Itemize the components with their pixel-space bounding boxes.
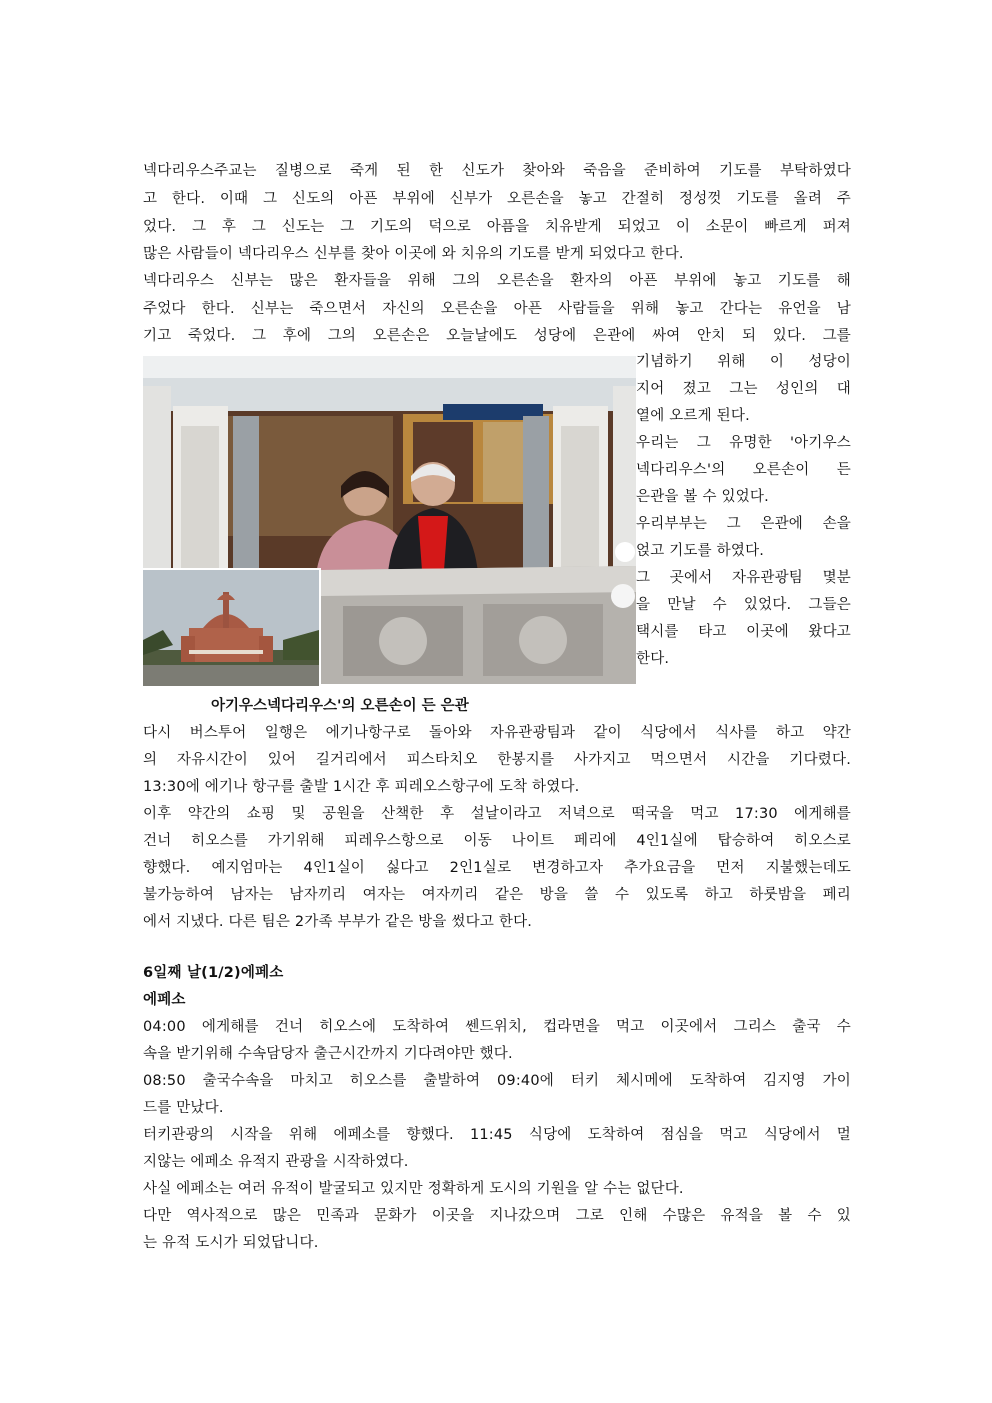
cathedral-exterior-photo-icon xyxy=(143,570,319,686)
wrap-line-9: 그 곳에서 자유관광팀 몇분 xyxy=(636,570,851,586)
p5-line-1: 04:00 에게해를 건너 히오스에 도착하여 쎈드위치, 컵라면을 먹고 이곳에서 그리스 출국 수 xyxy=(143,1019,851,1035)
p2-line-2: 주었다 한다. 신부는 죽으면서 자신의 오른손을 아픈 사람들을 위해 놓고 간다는 유언을 남 xyxy=(143,301,851,317)
p6-line-1: 08:50 출국수속을 마치고 히오스를 출발하여 09:40에 터키 체시메에 도착하여 김지영 가이 xyxy=(143,1073,851,1089)
wrap-line-10: 을 만날 수 있었다. 그들은 xyxy=(636,597,851,613)
wrap-line-5: 넥다리우스'의 오른손이 든 xyxy=(636,462,851,478)
wrap-line-6: 은관을 볼 수 있었다. xyxy=(636,489,769,505)
p8-line-1: 사실 에페소는 여러 유적이 발굴되고 있지만 정확하게 도시의 기원을 알 수는 없단다. xyxy=(143,1181,684,1197)
p6-line-2: 드를 만났다. xyxy=(143,1100,224,1116)
p7-line-2: 지않는 에페소 유적지 관광을 시작하였다. xyxy=(143,1154,409,1170)
day-heading: 6일째 날(1/2)에페소 xyxy=(143,965,284,981)
p7-line-1: 터키관광의 시작을 위해 에페소를 향했다. 11:45 식당에 도착하여 점심을 먹고 식당에서 멀 xyxy=(143,1127,851,1143)
sub-heading: 에페소 xyxy=(143,992,186,1008)
wrap-line-1: 기념하기 위해 이 성당이 xyxy=(636,354,851,370)
p5-line-2: 속을 받기위해 수속담당자 출근시간까지 기다려야만 했다. xyxy=(143,1046,513,1062)
p4-line-5: 에서 지냈다. 다른 팀은 2가족 부부가 같은 방을 썼다고 한다. xyxy=(143,914,533,930)
wrap-line-12: 한다. xyxy=(636,651,670,667)
p4-line-3: 향했다. 예지엄마는 4인1실이 싫다고 2인1실로 변경하고자 추가요금을 먼저 지불했는데도 xyxy=(143,860,851,876)
wrap-line-4: 우리는 그 유명한 '아기우스 xyxy=(636,435,851,451)
p1-line-2: 고 한다. 이때 그 신도의 아픈 부위에 신부가 오른손을 놓고 간절히 정성껏 기도를 올려 주 xyxy=(143,191,851,207)
p4-line-1: 이후 약간의 쇼핑 및 공원을 산책한 후 설날이라고 저녁으로 떡국을 먹고 17:30 에게해를 xyxy=(143,806,851,822)
p1-line-3: 었다. 그 후 그 신도는 그 기도의 덕으로 아픔을 치유받게 되었고 이 소문이 빠르게 퍼져 xyxy=(143,219,851,235)
cathedral-inset-photo xyxy=(143,568,321,686)
p1-line-4: 많은 사람들이 넥다리우스 신부를 찾아 이곳에 와 치유의 기도를 받게 되었다고 한다. xyxy=(143,246,684,262)
p2-line-1: 넥다리우스 신부는 많은 환자들을 위해 그의 오른손을 환자의 아픈 부위에 놓고 기도를 해 xyxy=(143,273,851,289)
p9-line-1: 다만 역사적으로 많은 민족과 문화가 이곳을 지나갔으며 그로 인해 수많은 유적을 볼 수 있 xyxy=(143,1208,851,1224)
wrap-line-8: 얹고 기도를 하였다. xyxy=(636,543,765,559)
p1-line-1: 넥다리우스주교는 질병으로 죽게 된 한 신도가 찾아와 죽음을 준비하여 기도를 부탁하였다 xyxy=(143,163,851,179)
p3-line-1: 다시 버스투어 일행은 에기나항구로 돌아와 자유관광팀과 같이 식당에서 식사를 하고 약간 xyxy=(143,725,851,741)
p3-line-3: 13:30에 에기나 항구를 출발 1시간 후 피레오스항구에 도착 하였다. xyxy=(143,779,580,795)
p4-line-2: 건너 히오스를 가기위해 피레우스항으로 이동 나이트 페리에 4인1실에 탑승하여 히오스로 xyxy=(143,833,851,849)
wrap-line-2: 지어 졌고 그는 성인의 대 xyxy=(636,381,851,397)
p4-line-4: 불가능하여 남자는 남자끼리 여자는 여자끼리 같은 방을 쓸 수 있도록 하고 하룻밤을 페리 xyxy=(143,887,851,903)
p3-line-2: 의 자유시간이 있어 길거리에서 피스타치오 한봉지를 사가지고 먹으면서 시간을 기다렸다. xyxy=(143,752,851,768)
wrap-line-11: 택시를 타고 이곳에 왔다고 xyxy=(636,624,851,640)
wrap-line-3: 열에 오르게 된다. xyxy=(636,408,750,424)
p9-line-2: 는 유적 도시가 되었답니다. xyxy=(143,1235,319,1251)
wrap-line-7: 우리부부는 그 은관에 손을 xyxy=(636,516,851,532)
photo-caption: 아기우스넥다리우스'의 오른손이 든 은관 xyxy=(211,698,469,714)
p2-line-3: 기고 죽었다. 그 후에 그의 오른손은 오늘날에도 성당에 은관에 싸여 안치 되 있다. 그를 xyxy=(143,328,851,344)
